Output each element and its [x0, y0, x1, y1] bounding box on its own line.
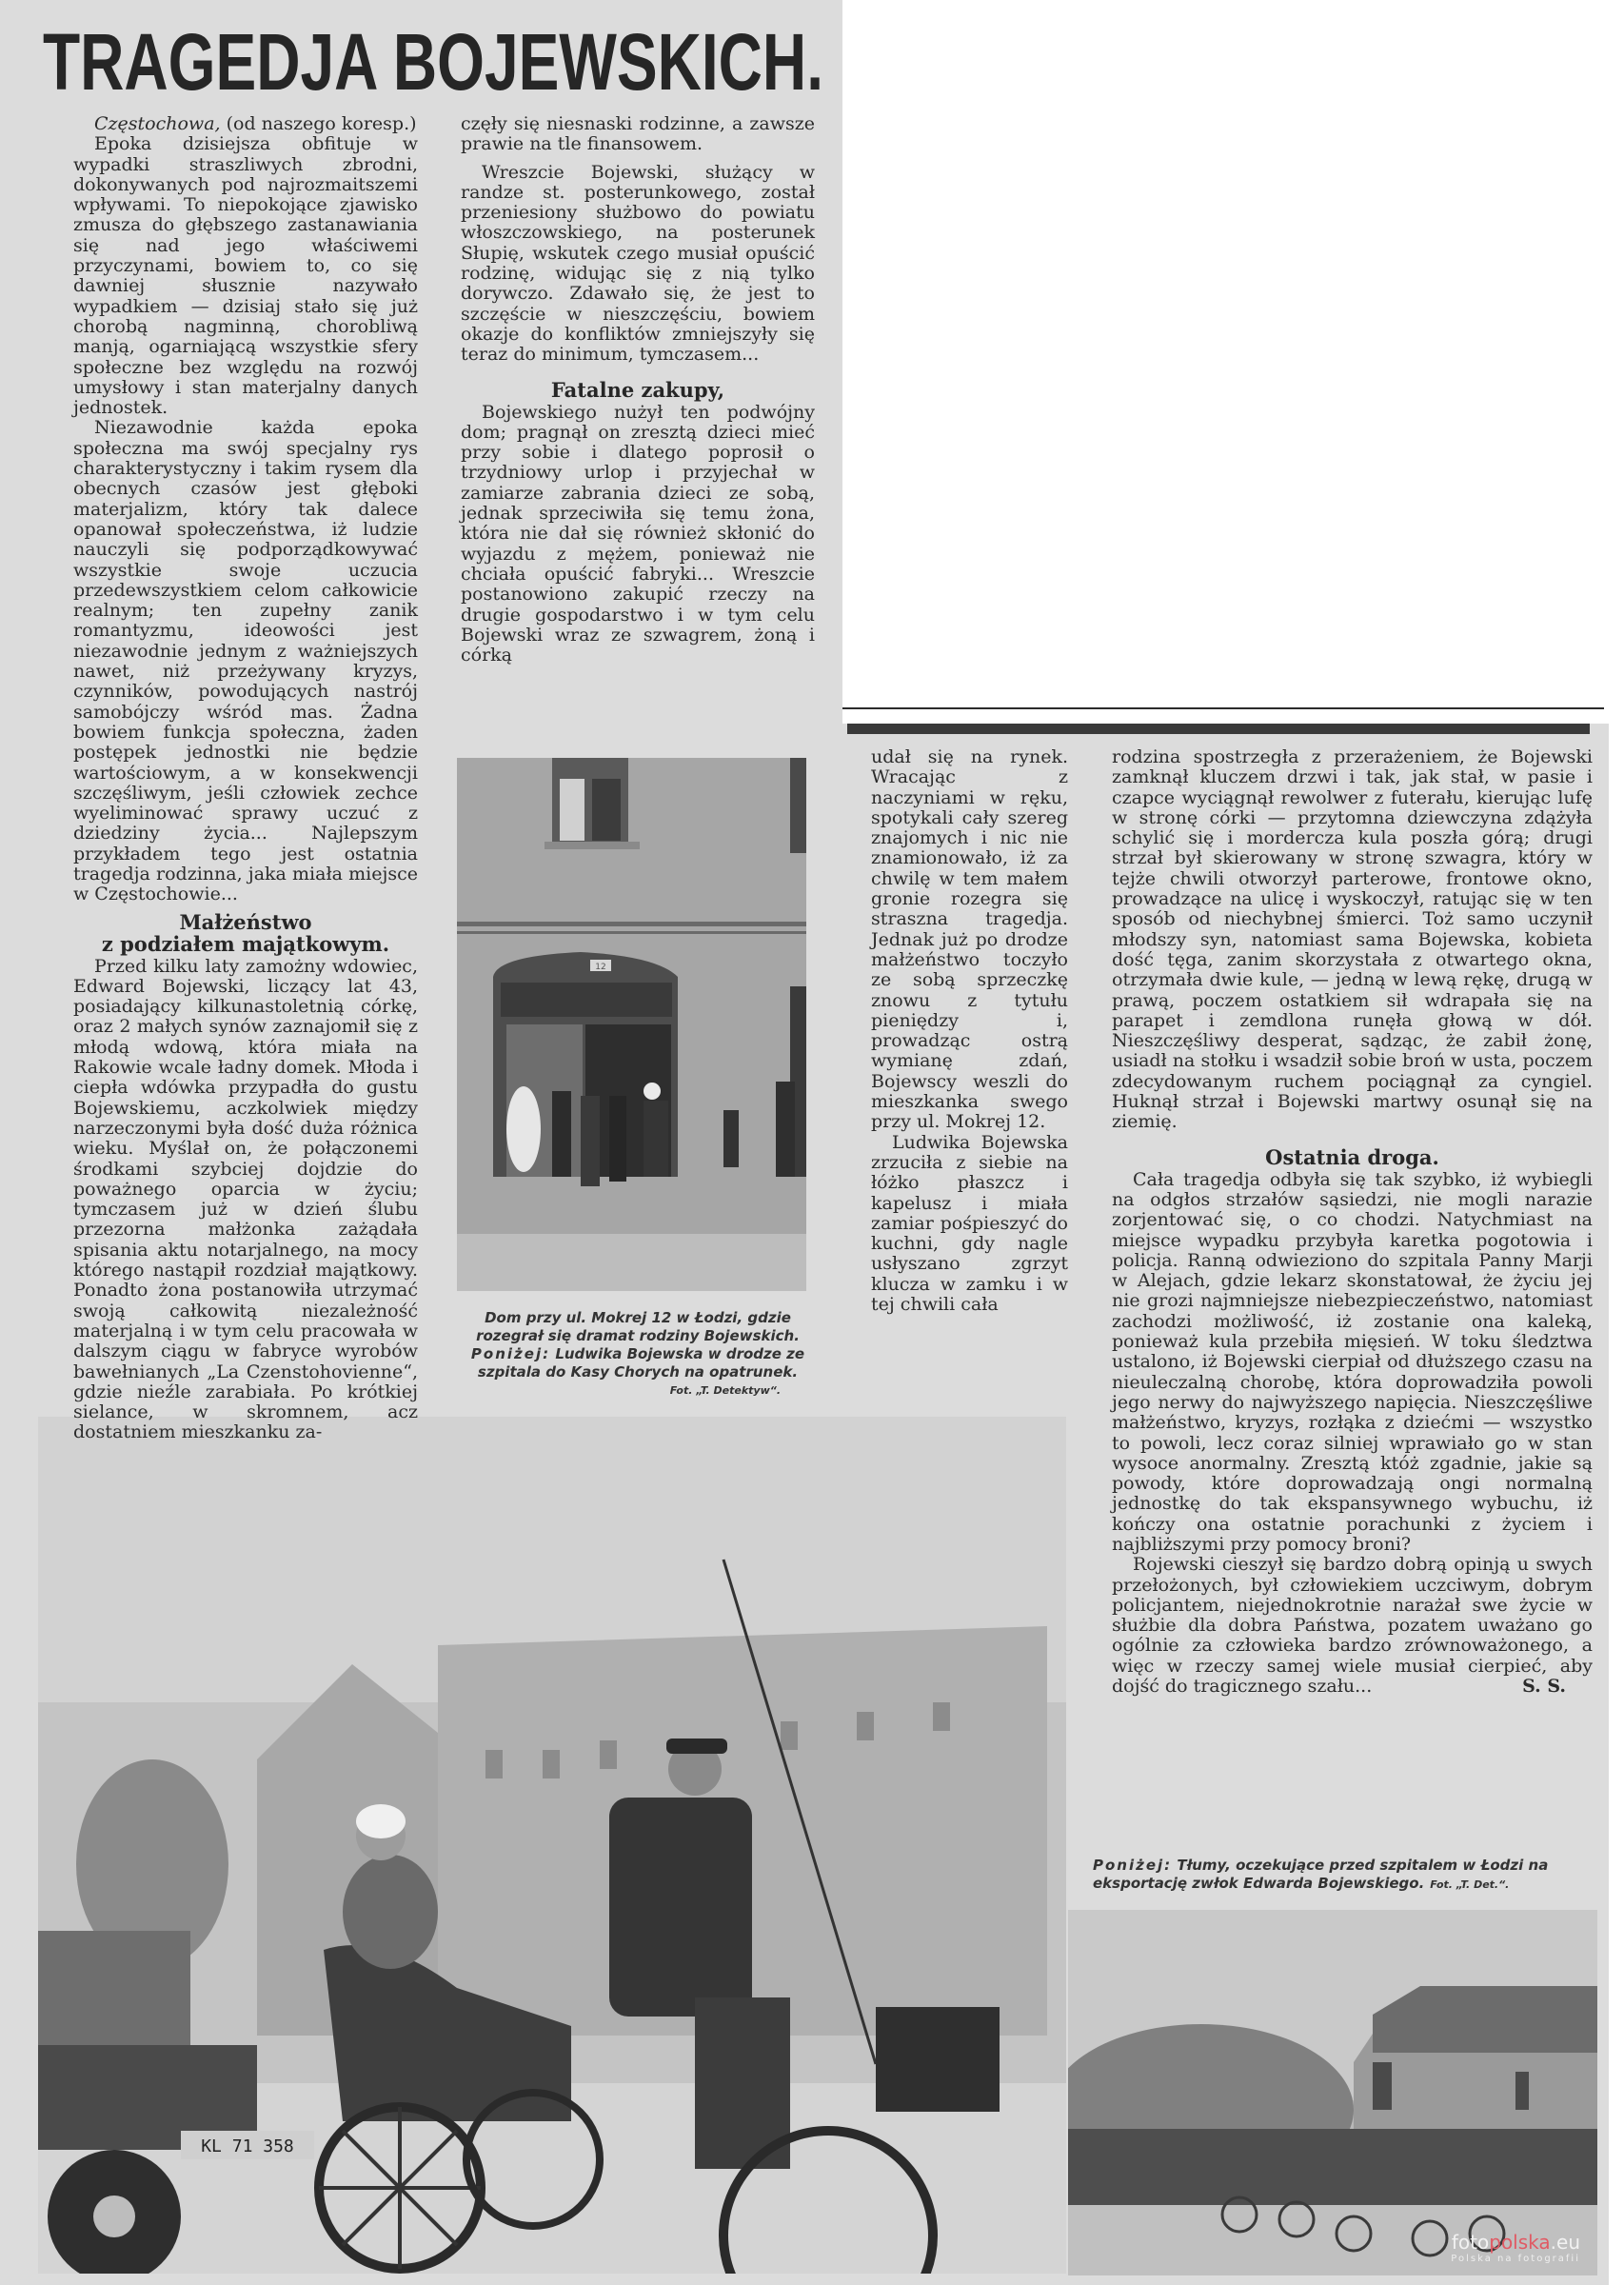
paragraph: udał się na rynek. Wracając z naczyniami w ręku, spotykali cały szereg znajomych i nic nie znamionowało, iż za chwilę w tem małem gronie rozegra się straszna tragedja. Jednak już po drodze małżeństwo toczyło ze sobą sprzeczkę znowu z tytułu pieniędzy i, prowadząc ostrą wymianę zdań, Bojewscy weszli do mieszkanka swego przy ul. Mokrej 12.: [871, 746, 1068, 1133]
heading-line: Małżeństwo: [179, 909, 312, 934]
divider-thin: [842, 707, 1604, 709]
article-title: [43, 17, 823, 107]
article-column-1: [73, 114, 418, 1443]
paragraph-text: Rojewski cieszył się bardzo dobrą opinją u swych przełożonych, był człowiekiem uczciwym, dobrym policjantem, niejednokrotnie narażał swe życie w służbie dla dobra Państwa, pozatem uważano go ogólnie za człowieka bardzo zrównoważonego, a więc w rzeczy samej wiele musiał cierpieć, aby dojść do tragicznego szału...: [1112, 1554, 1593, 1698]
photo-bojewska-carriage: [38, 1417, 1066, 2274]
paragraph: [1112, 1555, 1593, 1697]
watermark-logo: [1451, 2231, 1580, 2254]
photo-crowd-hospital: [1068, 1910, 1597, 2275]
article-title-text: TRAGEDJA BOJEWSKICH.: [43, 17, 823, 107]
paragraph: Epoka dzisiejsza obfituje w wypadki straszliwych zbrodni, dokonywanych pod najrozmaitszemi wpływami. To niepokojące zjawisko zmusza do głębszego zastanawiania się nad jego właściwemi przyczynami, bowiem to, co się dawniej słusznie nazywało wypadkiem — dzisiaj stało się już chorobą nagminną, chorobliwą manją, ogarniającą wszystkie sfery społeczne bez względu na rozwój umysłowy i stan materjalny danych jednostek.: [73, 133, 418, 419]
caption-below-label: Poniżej:: [470, 1345, 551, 1362]
divider-thick: [847, 724, 1590, 734]
house-number: 12: [595, 963, 606, 972]
section-heading-last-road: Ostatnia droga.: [1265, 1144, 1439, 1169]
paragraph: Niezawodnie każda epoka społeczna ma swój specjalny rys charakterystyczny i takim rysem dla obecnych czasów jest głęboki materjalizm, który tak dalece opanował społeczeństwa, iż ludzie nauczyli się podporządkowywać wszystkie swoje uczucia przedewszystkiem celom całkowicie realnym; ten zupełny zanik romantyzmu, ideowości jest niezawodnie jednym z ważniejszych nawet, niż przeżywany kryzys, czynników, powodujących nastrój samobójczy wśród mas. Żadna bowiem funkcja społeczna, żaden postępek jednostki nie będzie wartościowym, a w konsekwencji szczęśliwym, jeśli człowiek zechce wyeliminować sprawy uczuć z dziedziny życia... Najlepszym przykładem tego jest ostatnia tragedja rodzinna, jaka miała miejsce w Częstochowie...: [73, 417, 418, 905]
caption-below-label: Poniżej:: [1093, 1857, 1173, 1874]
paragraph: Cała tragedja odbyła się tak szybko, iż wybiegli na odgłos strzałów sąsiedzi, nie mogli narazie zorjentować się, o co chodzi. Natychmiast na miejsce wypadku przybyła karetka pogotowia i policja. Ranną odwieziono do szpitala Panny Marji w Alejach, gdzie lekarz skonstatował, że życiu jej nie grozi najmniejsze niebezpieczeństwo, natomiast zachodzi możliwość, iż zostanie ona kaleką, ponieważ kula przebiła mięsień. W toku śledztwa ustalono, iż Bojewski cierpiał od dłuższego czasu na nieuleczalną chorobę, która doprowadziła powoli jego nerwy do najwyższego napięcia. Nieszczęśliwe małżeństwo, kryzys, rozłąka z dziećmi — wszystko to powoli, lecz coraz silniej wprawiało go w stan wysoce anormalny. Zresztą któż zgadnie, jakie są powody, które doprowadzają ongi normalną jednostkę do tak ekspansywnego wybuchu, iż kończy ona ostatnie porachunki z życiem i najbliższymi przy pomocy broni?: [1112, 1168, 1593, 1555]
paragraph: Ludwika Bojewska zrzuciła z siebie na łóżko płaszcz i kapelusz i miała zamiar pośpieszyć do kuchni, gdy nagle usłyszano zgrzyt klucza w zamku i w tej chwili cała: [871, 1131, 1068, 1316]
watermark-part: polska: [1489, 2231, 1551, 2254]
paragraph: częły się niesnaski rodzinne, a zawsze prawie na tle finansowem.: [461, 113, 815, 155]
watermark-part: foto: [1451, 2231, 1490, 2254]
blank-corner: [842, 0, 1624, 709]
photo-credit: Fot. „T. Det.“.: [1430, 1878, 1510, 1891]
section-heading-marriage: [73, 911, 418, 955]
article-column-4: [1112, 747, 1593, 1697]
caption-crowd: [1093, 1857, 1597, 1894]
article-column-3: [871, 747, 1068, 1315]
caption-below-text: Ludwika Bojewska w drodze ze szpitala do Kasy Chorych na opatrunek.: [477, 1345, 805, 1381]
license-plate: KL 71 358: [201, 2136, 294, 2156]
paragraph: Przed kilku laty zamożny wdowiec, Edward Bojewski, liczący lat 43, posiadający kilkunastoletnią córkę, oraz 2 małych synów zaznajomił się z młodą wdową, która miała na Rakowie wcale ładny domek. Młoda i ciepła wdówka przypadła do gustu Bojewskiemu, aczkolwiek między narzeczonymi była dość duża różnica wieku. Myślał on, że połączonemi środkami szybciej dojdzie do poważnego oparcia w życiu; tymczasem już w dzień ślubu przezorna małżonka zażądała spisania aktu notarjalnego, na mocy którego nastąpił rozdział majątkowy. Ponadto żona postanowiła utrzymać swoją całkowitą niezależność materjalną i w tym celu pracowała w dalszym ciągu w fabryce wyrobów bawełnianych „La Czenstohovienne“, gdzie nieźle zarabiała. Po krótkiej sielance, w skromnem, acz dostatniem mieszkanku za-: [73, 955, 418, 1443]
article-column-2: [461, 114, 815, 666]
section-heading-purchases: Fatalne zakupy,: [550, 377, 725, 402]
dateline-source: (od naszego koresp.): [220, 113, 417, 134]
watermark-fotopolska: [1451, 2231, 1580, 2264]
caption-house: [457, 1309, 819, 1400]
dateline: [73, 114, 418, 134]
photo-credit: Fot. „T. Detektyw“.: [669, 1384, 781, 1397]
paragraph: Wreszcie Bojewski, służący w randze st. posterunkowego, został przeniesiony służbowo do powiatu włoszczowskiego, na posterunek Słupię, wskutek czego musiał opuścić rodzinę, widując się z nią tylko dorywczo. Zdawało się, że jest to szczęście w nieszczęściu, bowiem okazje do konfliktów zmniejszyły się teraz do minimum, tymczasem...: [461, 161, 815, 366]
dateline-city: Częstochowa,: [94, 113, 221, 134]
watermark-part: .eu: [1550, 2231, 1580, 2254]
paragraph: Bojewskiego nużył ten podwójny dom; pragnął on zresztą dzieci mieć przy sobie i dlatego poprosił o trzydniowy urlop i przyjechał w zamiarze zabrania dzieci ze sobą, jednak sprzeciwiła się temu żona, która nie dał się również skłonić do wyjazdu z mężem, ponieważ nie chciała opuścić fabryki... Wreszcie postanowiono zakupić rzeczy na drugie gospodarstwo i w tym celu Bojewski wraz ze szwagrem, żoną i córką: [461, 401, 815, 666]
caption-text: Dom przy ul. Mokrej 12 w Łodzi, gdzie rozegrał się dramat rodziny Bojewskich.: [476, 1309, 800, 1344]
heading-line: z podziałem majątkowym.: [101, 931, 390, 956]
author-signature: S. S.: [1522, 1676, 1566, 1698]
caption-text: Tłumy, oczekujące przed szpitalem w Łodzi na eksportację zwłok Edwarda Bojewskiego.: [1093, 1857, 1549, 1892]
photo-house-mokra-12: [457, 758, 806, 1291]
watermark-tagline: Polska na fotografii: [1451, 2254, 1580, 2264]
paragraph: rodzina spostrzegła z przerażeniem, że Bojewski zamknął kluczem drzwi i tak, jak stał, w pasie i czapce wyciągnął rewolwer z futerału, kierując lufę w stronę córki — przytomna dziewczyna zdążyła schylić się i mordercza kula poszła górą; drugi strzał był skierowany w stronę szwagra, który w tejże chwili otworzył parterowe, frontowe okno, prowadzące na ulicę i wyskoczył, ratując się w ten sposób od niechybnej śmierci. Toż samo uczynił młodszy syn, natomiast sama Bojewska, kobieta dość tęga, zanim skorzystała z otwartego okna, otrzymała dwie kule, — jedną w lewą rękę, drugą w prawą, poczem ostatkiem sił wdrapała się na parapet i zemdlona runęła głową w dół. Nieszczęśliwy desperat, sądząc, że zabił żonę, usiadł na stołku i wsadził sobie broń w usta, poczem zdecydowanym ruchem pociągnął za cyngiel. Huknął strzał i Bojewski martwy osunął się na ziemię.: [1112, 746, 1593, 1133]
